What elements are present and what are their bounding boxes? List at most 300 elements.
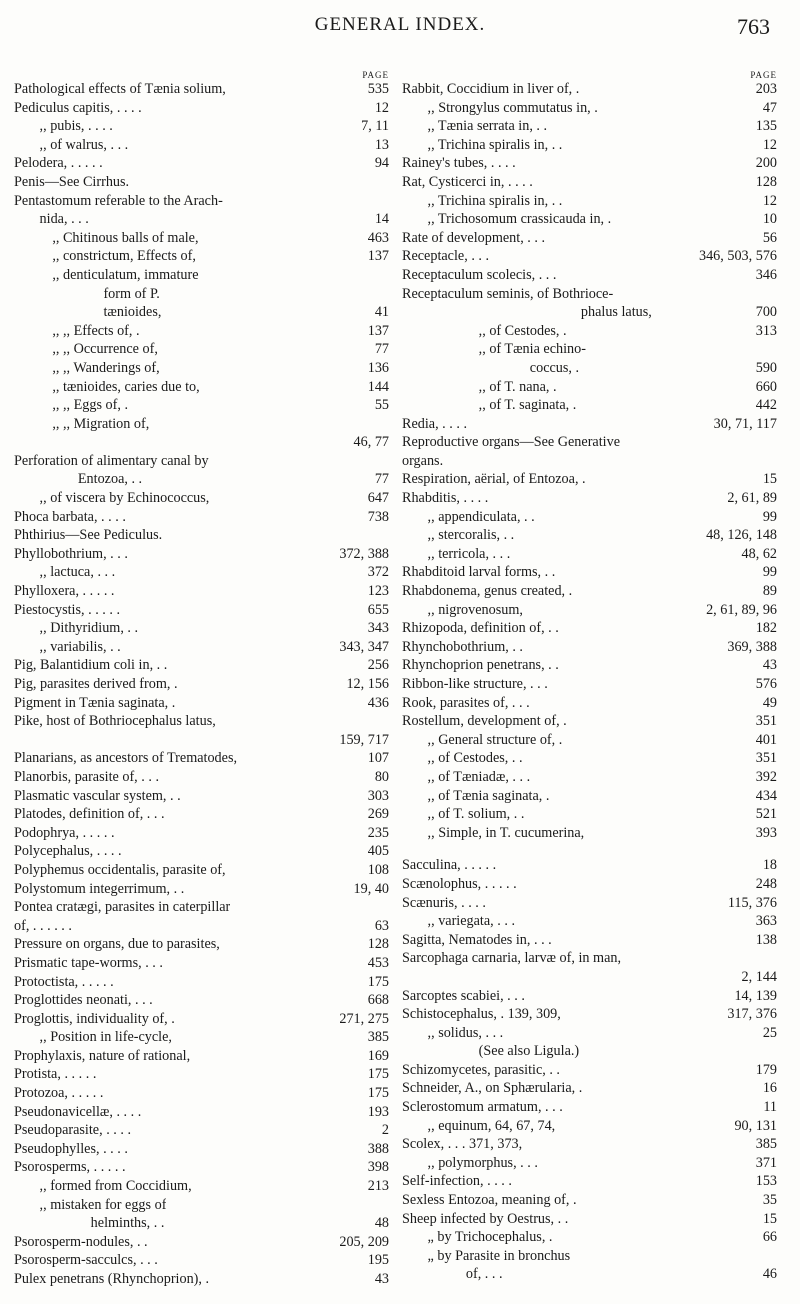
entry-pages: 14 — [374, 211, 389, 228]
entry-pages: 15 — [762, 1210, 777, 1227]
index-entry — [402, 1005, 777, 1024]
entry-pages: 436 — [367, 694, 389, 711]
entry-term: ,, of Tænia saginata, . — [427, 787, 550, 804]
section-gap — [402, 842, 777, 856]
entry-pages: 90, 131 — [734, 1117, 777, 1134]
entry-term: Pulex penetrans (Rhynchoprion), . — [14, 1271, 210, 1287]
entry-term: Schizomycetes, parasitic, . . — [402, 1061, 560, 1078]
entry-pages: 371 — [755, 1154, 777, 1171]
entry-pages: 372, 388 — [339, 545, 389, 562]
entry-pages: 351 — [755, 750, 777, 767]
index-entry — [402, 731, 777, 750]
entry-term: Planarians, as ancestors of Trematodes, — [14, 750, 238, 767]
index-entry — [402, 489, 777, 508]
index-entry — [402, 229, 777, 248]
index-entry — [14, 917, 389, 936]
entry-term: Pseudophylles, . . . . — [14, 1140, 128, 1157]
entry-pages: 738 — [367, 508, 389, 525]
entry-pages: 10 — [762, 211, 777, 228]
entry-term: ,, of Tæniadæ, . . . — [427, 768, 531, 785]
entry-term: Sexless Entozoa, meaning of, . — [402, 1192, 577, 1209]
entry-term: ,, solidus, . . . — [427, 1024, 504, 1041]
entry-pages: 200 — [755, 155, 777, 172]
index-entry — [14, 1010, 389, 1029]
entry-term: Podophrya, . . . . . — [14, 824, 115, 841]
entry-pages: 16 — [762, 1080, 777, 1097]
entry-pages: 363 — [755, 913, 777, 930]
index-entry — [402, 99, 777, 118]
entry-pages: 398 — [367, 1159, 389, 1176]
index-entry — [14, 619, 389, 638]
entry-term: Pelodera, . . . . . — [14, 155, 103, 172]
index-entry — [402, 378, 777, 397]
entry-pages: 660 — [755, 378, 777, 395]
entry-pages: 463 — [367, 229, 389, 246]
index-entry — [14, 80, 389, 99]
entry-term: organs. — [402, 452, 444, 469]
entry-term: ,, of T. solium, . . — [427, 806, 525, 823]
index-entry — [402, 1265, 777, 1284]
entry-term: ,, Chitinous balls of male, — [52, 229, 199, 246]
index-entry — [14, 508, 389, 527]
entry-pages: 49 — [762, 694, 777, 711]
index-entry — [402, 247, 777, 266]
entry-term: „ by Parasite in bronchus — [427, 1247, 571, 1264]
entry-pages: 137 — [367, 322, 389, 339]
entry-term: Pathological effects of Tænia solium, — [14, 81, 226, 97]
entry-pages: 144 — [367, 378, 389, 395]
index-entry — [14, 470, 389, 489]
entry-pages: 11 — [763, 1099, 777, 1116]
entry-term: nida, . . . — [39, 211, 89, 228]
index-entry — [14, 824, 389, 843]
index-entry — [14, 229, 389, 248]
entry-pages: 7, 11 — [361, 118, 389, 135]
index-entry — [14, 303, 389, 322]
index-entry — [14, 731, 389, 750]
entry-pages: 655 — [367, 601, 389, 618]
index-entry — [402, 875, 777, 894]
entry-pages: 2, 61, 89 — [727, 490, 777, 507]
index-entry — [14, 210, 389, 229]
page-label: PAGE — [750, 70, 777, 80]
entry-term: Respiration, aërial, of Entozoa, . — [402, 471, 586, 488]
entry-term: ,, of Cestodes, . . — [427, 750, 523, 767]
entry-pages: 19, 40 — [353, 880, 389, 897]
index-entry — [14, 489, 389, 508]
entry-term: Protista, . . . . . — [14, 1066, 97, 1083]
entry-term: ,, of viscera by Echinococcus, — [39, 490, 210, 507]
index-entry — [402, 1172, 777, 1191]
entry-term: Plasmatic vascular system, . . — [14, 787, 181, 804]
index-entry — [14, 117, 389, 136]
index-entry — [402, 415, 777, 434]
index-entry — [14, 991, 389, 1010]
entry-pages: 25 — [762, 1024, 777, 1041]
index-entry — [402, 768, 777, 787]
entry-pages: 175 — [367, 973, 389, 990]
index-entry — [402, 210, 777, 229]
entry-term: Psorosperm-nodules, . . — [14, 1233, 148, 1250]
entry-term: Rat, Cysticerci in, . . . . — [402, 173, 533, 190]
entry-pages: 12 — [762, 136, 777, 153]
index-entry — [402, 1061, 777, 1080]
index-entry — [402, 582, 777, 601]
entry-term: ,, formed from Coccidium, — [39, 1178, 192, 1195]
entry-term: Pontea cratægi, parasites in caterpillar — [14, 899, 231, 916]
index-entry — [14, 1233, 389, 1252]
entry-term: Rate of development, . . . — [402, 229, 546, 246]
entry-term: Phthirius—See Pediculus. — [14, 527, 163, 544]
entry-term: ,, equinum, 64, 67, 74, — [427, 1117, 556, 1134]
page-number: 763 — [737, 14, 770, 39]
entry-pages: 18 — [762, 857, 777, 874]
entry-term: Pseudoparasite, . . . . — [14, 1122, 132, 1139]
index-entry — [402, 1024, 777, 1043]
index-entry — [402, 1117, 777, 1136]
entry-term: Platodes, definition of, . . . — [14, 806, 165, 823]
entry-term: Sclerostomum armatum, . . . — [402, 1099, 563, 1116]
index-entry — [14, 173, 389, 192]
index-entry — [402, 987, 777, 1006]
index-entry — [402, 526, 777, 545]
entry-pages: 128 — [367, 936, 389, 953]
index-entry — [14, 1251, 389, 1270]
entry-term: Pseudonavicellæ, . . . . — [14, 1103, 142, 1120]
index-entry — [14, 898, 389, 917]
index-entry — [14, 1084, 389, 1103]
index-entry — [14, 396, 389, 415]
entry-term: ,, constrictum, Effects of, — [52, 248, 196, 265]
entry-term: coccus, . — [529, 359, 580, 376]
entry-term: Pig, parasites derived from, . — [14, 676, 178, 692]
entry-pages: 108 — [367, 861, 389, 878]
entry-term: Protozoa, . . . . . — [14, 1085, 104, 1102]
entry-term: Protoctista, . . . . . — [14, 973, 114, 990]
index-entry — [14, 582, 389, 601]
entry-pages: 269 — [367, 806, 389, 823]
entry-pages: 15 — [762, 471, 777, 488]
index-entry — [14, 378, 389, 397]
index-entry — [402, 1228, 777, 1247]
entry-pages: 317, 376 — [727, 1006, 777, 1023]
entry-term: Sheep infected by Oestrus, . . — [402, 1210, 569, 1227]
index-entry — [402, 117, 777, 136]
entry-term: ,, Position in life-cycle, — [39, 1029, 172, 1046]
index-entry — [14, 545, 389, 564]
entry-pages: 248 — [755, 875, 777, 892]
index-entry — [14, 359, 389, 378]
index-entry — [402, 949, 777, 968]
entry-term: ,, appendiculata, . . — [427, 508, 535, 525]
index-entry — [14, 694, 389, 713]
index-entry — [14, 266, 389, 285]
entry-term: Rhabdonema, genus created, . — [402, 583, 573, 600]
entry-pages: 203 — [755, 81, 777, 97]
entry-term: ,, denticulatum, immature — [52, 266, 199, 283]
index-entry — [14, 880, 389, 899]
entry-pages: 343 — [367, 620, 389, 637]
entry-term: form of P. — [103, 285, 160, 302]
entry-pages: 46, 77 — [353, 434, 389, 451]
entry-pages: 576 — [755, 676, 777, 692]
entry-pages: 647 — [367, 490, 389, 507]
entry-pages: 115, 376 — [727, 894, 777, 911]
entry-pages: 89 — [762, 583, 777, 600]
entry-term: ,, variegata, . . . — [427, 913, 515, 930]
entry-pages: 2, 144 — [741, 968, 777, 985]
entry-pages: 80 — [374, 768, 389, 785]
index-entry — [14, 1121, 389, 1140]
entry-term: Perforation of alimentary canal by — [14, 452, 209, 469]
index-entry — [14, 563, 389, 582]
index-entry — [402, 136, 777, 155]
entry-pages: 48, 126, 148 — [706, 527, 777, 544]
index-entry — [14, 954, 389, 973]
index-entry — [402, 340, 777, 359]
index-entry — [402, 1079, 777, 1098]
entry-pages: 12 — [762, 192, 777, 209]
entry-pages: 138 — [755, 931, 777, 948]
entry-term: Prophylaxis, nature of rational, — [14, 1047, 191, 1064]
entry-pages: 77 — [374, 471, 389, 488]
entry-pages: 2 — [381, 1122, 389, 1139]
entry-term: Sarcophaga carnaria, larvæ of, in man, — [402, 950, 622, 967]
index-entry — [402, 1135, 777, 1154]
entry-term: Prismatic tape-worms, . . . — [14, 954, 163, 971]
entry-pages: 41 — [374, 304, 389, 321]
entry-pages: 14, 139 — [734, 987, 777, 1004]
entry-pages: 195 — [367, 1252, 389, 1269]
entry-term: Schneider, A., on Sphærularia, . — [402, 1080, 583, 1097]
index-entry — [402, 694, 777, 713]
index-entry — [14, 322, 389, 341]
index-entry — [14, 973, 389, 992]
entry-pages: 55 — [374, 397, 389, 414]
entry-pages: 35 — [762, 1192, 777, 1209]
entry-pages: 235 — [367, 824, 389, 841]
page-label: PAGE — [362, 70, 389, 80]
entry-term: Scænolophus, . . . . . — [402, 875, 517, 892]
entry-term: Receptaculum scolecis, . . . — [402, 266, 557, 283]
index-entry — [14, 247, 389, 266]
entry-term: Rainey's tubes, . . . . — [402, 155, 516, 172]
index-entry — [402, 470, 777, 489]
index-entry — [14, 712, 389, 731]
entry-term: Self-infection, . . . . — [402, 1173, 512, 1190]
entry-term: ,, pubis, . . . . — [39, 118, 113, 135]
entry-pages: 77 — [374, 341, 389, 358]
index-entry — [14, 1065, 389, 1084]
entry-term: Receptacle, . . . — [402, 248, 490, 265]
entry-term: ,, General structure of, . — [427, 731, 563, 748]
index-entry — [402, 1154, 777, 1173]
index-entry — [14, 340, 389, 359]
entry-term: ,, Trichina spiralis in, . . — [427, 192, 563, 209]
entry-term: Rhizopoda, definition of, . . — [402, 620, 559, 637]
index-entry — [14, 1158, 389, 1177]
entry-term: ,, nigrovenosum, — [427, 601, 523, 618]
index-entry — [402, 266, 777, 285]
entry-term: Polystomum integerrimum, . . — [14, 880, 185, 897]
index-entry — [402, 912, 777, 931]
entry-pages: 63 — [374, 917, 389, 934]
entry-pages: 13 — [374, 136, 389, 153]
index-entry — [402, 1042, 777, 1061]
entry-pages: 30, 71, 117 — [713, 415, 777, 432]
entry-term: Redia, . . . . — [402, 415, 468, 432]
entry-pages: 99 — [762, 564, 777, 581]
index-entry — [402, 656, 777, 675]
entry-pages: 385 — [755, 1136, 777, 1153]
index-entry — [14, 1140, 389, 1159]
index-entry — [14, 415, 389, 434]
entry-pages: 590 — [755, 359, 777, 376]
entry-pages: 48 — [374, 1215, 389, 1232]
index-entry — [402, 192, 777, 211]
entry-pages: 182 — [755, 620, 777, 637]
index-entry — [402, 931, 777, 950]
entry-term: Planorbis, parasite of, . . . — [14, 768, 159, 785]
entry-term: Sacculina, . . . . . — [402, 857, 497, 874]
entry-term: Pig, Balantidium coli in, . . — [14, 657, 168, 674]
index-entry — [14, 1196, 389, 1215]
index-entry — [402, 1098, 777, 1117]
entry-pages: 388 — [367, 1140, 389, 1157]
entry-pages: 313 — [755, 322, 777, 339]
index-entry — [14, 749, 389, 768]
index-entry — [14, 154, 389, 173]
index-entry — [402, 396, 777, 415]
index-entry — [14, 638, 389, 657]
entry-pages: 213 — [367, 1178, 389, 1195]
entry-pages: 12, 156 — [346, 676, 389, 692]
entry-pages: 453 — [367, 954, 389, 971]
index-entry — [402, 303, 777, 322]
entry-pages: 392 — [755, 768, 777, 785]
entry-term: ,, variabilis, . . — [39, 638, 121, 655]
entry-term: Rhabditis, . . . . — [402, 490, 489, 507]
entry-pages: 43 — [374, 1271, 389, 1287]
index-entry — [402, 856, 777, 875]
entry-pages: 175 — [367, 1066, 389, 1083]
index-entry — [402, 173, 777, 192]
index-entry — [402, 712, 777, 731]
entry-term: ,, ,, Effects of, . — [52, 322, 140, 339]
index-entry — [402, 80, 777, 99]
entry-pages: 346 — [755, 266, 777, 283]
entry-term: ,, ,, Eggs of, . — [52, 397, 128, 414]
index-entry — [14, 433, 389, 452]
entry-term: Polyphemus occidentalis, parasite of, — [14, 861, 226, 878]
entry-term: ,, ,, Occurrence of, — [52, 341, 158, 358]
index-entry — [14, 1047, 389, 1066]
index-entry — [402, 805, 777, 824]
index-entry — [14, 675, 389, 694]
entry-term: ,, of Cestodes, . — [478, 322, 567, 339]
index-entry — [402, 545, 777, 564]
entry-term: Entozoa, . . — [77, 471, 143, 488]
entry-pages: 205, 209 — [339, 1233, 389, 1250]
entry-term: ,, polymorphus, . . . — [427, 1154, 538, 1171]
index-entry — [402, 824, 777, 843]
entry-pages: 179 — [755, 1061, 777, 1078]
entry-term: Penis—See Cirrhus. — [14, 173, 130, 190]
entry-term: helminths, . . — [90, 1215, 165, 1232]
index-entry — [14, 452, 389, 471]
index-entry — [14, 656, 389, 675]
entry-pages: 346, 503, 576 — [698, 248, 777, 265]
entry-term: Rhynchobothrium, . . — [402, 638, 523, 655]
entry-term: Phyllobothrium, . . . — [14, 545, 128, 562]
entry-term: Receptaculum seminis, of Bothrioce- — [402, 285, 614, 302]
running-title: GENERAL INDEX. — [314, 14, 486, 35]
index-entry — [14, 1214, 389, 1233]
entry-term: Polycephalus, . . . . — [14, 843, 122, 860]
entry-term: Piestocystis, . . . . . — [14, 601, 121, 618]
index-entry — [402, 563, 777, 582]
entry-pages: 351 — [755, 713, 777, 730]
entry-pages: 175 — [367, 1085, 389, 1102]
entry-term: ,, Strongylus commutatus in, . — [427, 99, 598, 116]
entry-pages: 99 — [762, 508, 777, 525]
entry-term: Scænuris, . . . . — [402, 894, 486, 911]
entry-pages: 271, 275 — [339, 1010, 389, 1027]
entry-pages: 372 — [367, 564, 389, 581]
entry-term: Ribbon-like structure, . . . — [402, 676, 548, 692]
entry-term: Rabbit, Coccidium in liver of, . — [402, 81, 580, 97]
index-entry — [402, 285, 777, 304]
index-entry — [402, 452, 777, 471]
index-entry — [14, 1177, 389, 1196]
entry-term: Rook, parasites of, . . . — [402, 694, 530, 711]
entry-term: ,, Tænia serrata in, . . — [427, 118, 548, 135]
index-entry — [14, 1028, 389, 1047]
index-entry — [14, 861, 389, 880]
entry-pages: 303 — [367, 787, 389, 804]
index-entry — [402, 433, 777, 452]
entry-pages: 46 — [762, 1266, 777, 1283]
entry-term: ,, Dithyridium, . . — [39, 620, 139, 637]
index-entry — [402, 1247, 777, 1266]
entry-pages: 385 — [367, 1029, 389, 1046]
index-entry — [402, 1210, 777, 1229]
entry-pages: 668 — [367, 992, 389, 1009]
entry-term: Pentastomum referable to the Arach- — [14, 192, 223, 209]
entry-term: ,, of Tænia echino- — [478, 341, 586, 358]
index-entry — [14, 805, 389, 824]
entry-term: ,, stercoralis, . . — [427, 527, 515, 544]
entry-term: Phylloxera, . . . . . — [14, 583, 115, 600]
entry-term: ,, Trichosomum crassicauda in, . — [427, 211, 612, 228]
index-entry — [14, 285, 389, 304]
index-entry — [402, 508, 777, 527]
entry-pages: 159, 717 — [339, 731, 389, 748]
index-entries — [402, 80, 777, 1284]
entry-term: Proglottis, individuality of, . — [14, 1010, 175, 1027]
entry-term: ,, Simple, in T. cucumerina, — [427, 824, 585, 841]
right-column — [402, 70, 777, 1284]
index-entry — [14, 526, 389, 545]
entry-pages: 128 — [755, 173, 777, 190]
entry-pages: 43 — [762, 657, 777, 674]
entry-term: ,, terricola, . . . — [427, 545, 511, 562]
entry-term: Pressure on organs, due to parasites, — [14, 936, 220, 953]
entry-term: phalus latus, — [580, 304, 652, 321]
index-entry — [402, 787, 777, 806]
entry-pages: 521 — [755, 806, 777, 823]
entry-pages: 153 — [755, 1173, 777, 1190]
